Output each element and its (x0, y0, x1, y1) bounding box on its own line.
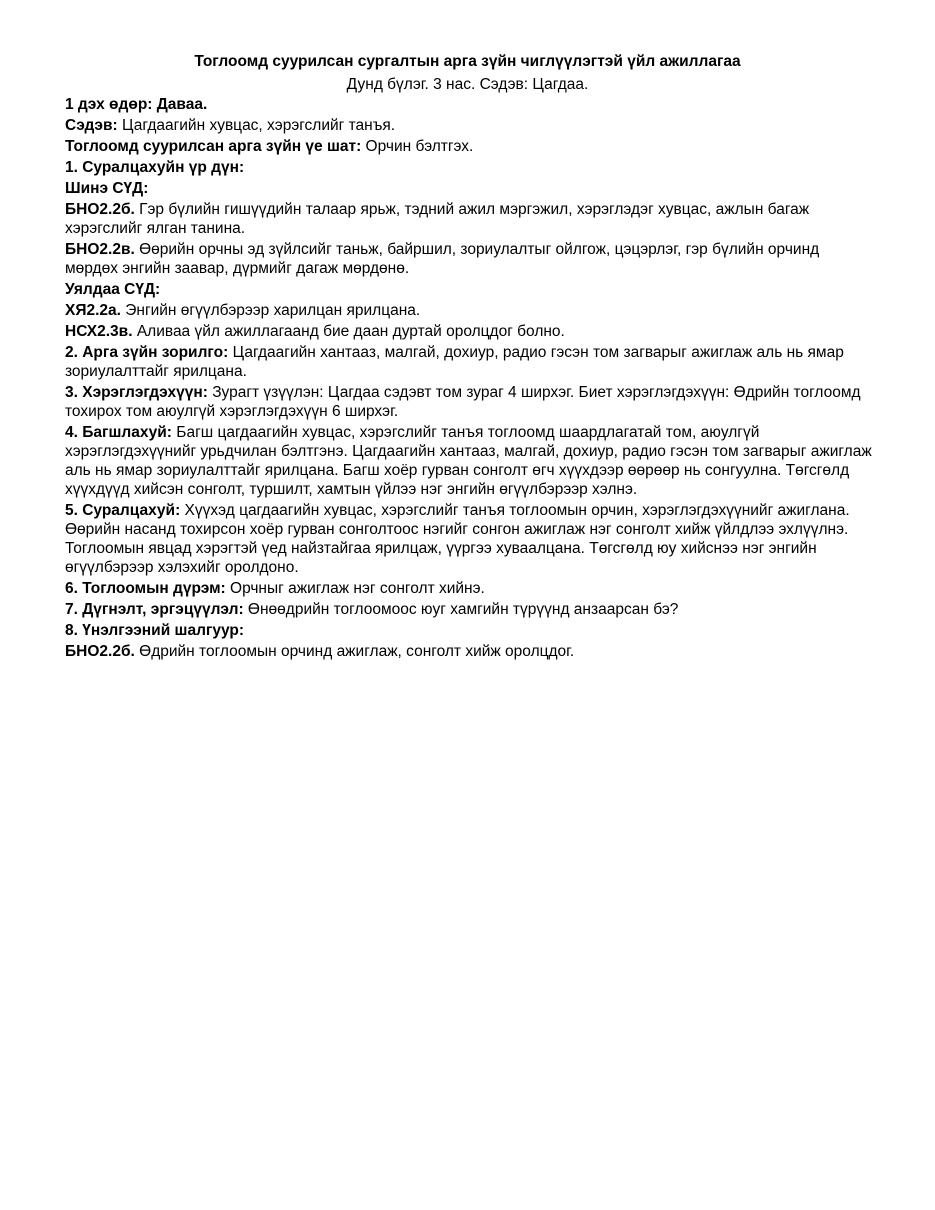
day-heading: 1 дэх өдөр: Даваа. (65, 96, 208, 113)
new-sud-heading: Шинэ СҮД: (65, 180, 149, 197)
topic-line (65, 116, 875, 135)
section-2 (65, 343, 875, 381)
stage-label: Тоглоомд суурилсан арга зүйн үе шат: (65, 138, 362, 155)
section-4-text: Багш цагдаагийн хувцас, хэрэгслийг танъя тоглоомд шаардлагатай том, аюулгүй хэрэглэгдэхүүнийг урьдчилан бэлтгэнэ. Цагдаагийн хантааз, малгай, дохиур, радио гэсэн том загварыг ажиглаж аль нь ямар зориулалттайг ярилцана. Багш хоёр гурван сонголт өгч хүүхдээр өөрөөр нь сонгуулна. Төгсгөлд хүүхдүүд хийсэн сонголт, туршилт, хамтын үйлээ нэг энгийн өгүүлбэрээр хэлнэ. (65, 424, 872, 498)
linked-sud-heading: Уялдаа СҮД: (65, 281, 161, 298)
outcome-code: НСХ2.3в. (65, 323, 133, 340)
section-4 (65, 423, 875, 499)
section-3-label: 3. Хэрэглэгдэхүүн: (65, 384, 208, 401)
section-6-label: 6. Тоглоомын дүрэм: (65, 580, 226, 597)
topic-value: Цагдаагийн хувцас, хэрэгслийг танъя. (117, 117, 396, 134)
outcome-bno-2-2v (65, 240, 875, 278)
document-title: Тоглоомд суурилсан сургалтын арга зүйн чиглүүлэгтэй үйл ажиллагаа (194, 53, 741, 70)
outcome-code: ХЯ2.2а. (65, 302, 121, 319)
evaluation-text: Өдрийн тоглоомын орчинд ажиглаж, сонголт хийж оролцдог. (134, 643, 575, 660)
section-7-label: 7. Дүгнэлт, эргэцүүлэл: (65, 601, 244, 618)
section-8-heading: 8. Үнэлгээний шалгуур: (65, 622, 245, 639)
outcome-text: Аливаа үйл ажиллагаанд бие даан дуртай оролцдог болно. (132, 323, 565, 340)
section-3-text: Зурагт үзүүлэн: Цагдаа сэдэвт том зураг 4 ширхэг. Биет хэрэглэгдэхүүн: Өдрийн тоглоомд тохирох том аюулгүй хэрэглэгдэхүүн 6 ширхэг. (65, 384, 861, 420)
outcome-text: Өөрийн орчны эд зүйлсийг таньж, байршил, зориулалтыг ойлгож, цэцэрлэг, гэр бүлийн орчинд мөрдөх энгийн заавар, дүрмийг дагаж мөрдөнө. (65, 241, 820, 277)
section-3 (65, 383, 875, 421)
stage-value: Орчин бэлтгэх. (361, 138, 474, 155)
document-subtitle: Дунд бүлэг. 3 нас. Сэдэв: Цагдаа. (346, 76, 589, 93)
section-5-text: Хүүхэд цагдаагийн хувцас, хэрэгслийг танъя тоглоомын орчин, хэрэглэгдэхүүнийг ажиглана. Өөрийн насанд тохирсон хоёр гурван сонголтоос нэгийг сонгон ажиглаж нэг сонголт хийж үйлдлээ эхлүүлнэ. Тоглоомын явцад хэрэгтэй үед найзтайгаа ярилцаж, үүргээ хуваалцана. Төгсгөлд юу хийснээ нэг энгийн өгүүлбэрээр хэлэхийг оролдоно. (65, 502, 850, 576)
outcome-nsx-2-3v (65, 322, 875, 341)
section-2-label: 2. Арга зүйн зорилго: (65, 344, 229, 361)
outcome-text: Гэр бүлийн гишүүдийн талаар ярьж, тэдний ажил мэргэжил, хэрэглэдэг хувцас, ажлын багаж хэрэгслийг ялган танина. (65, 201, 810, 237)
section-5-label: 5. Суралцахуй: (65, 502, 181, 519)
document-body (65, 95, 875, 663)
section-6 (65, 579, 875, 598)
section-7 (65, 600, 875, 619)
section-2-text: Цагдаагийн хантааз, малгай, дохиур, радио гэсэн том загварыг ажиглаж аль нь ямар зориулалттайг ярилцана. (65, 344, 844, 380)
outcome-bno-2-2b (65, 200, 875, 238)
section-7-text: Өнөөдрийн тоглоомоос юуг хамгийн түрүүнд анзаарсан бэ? (243, 601, 679, 618)
section-5 (65, 501, 875, 577)
evaluation-code: БНО2.2б. (65, 643, 135, 660)
section-4-label: 4. Багшлахуй: (65, 424, 172, 441)
outcome-code: БНО2.2б. (65, 201, 135, 218)
section-6-text: Орчныг ажиглаж нэг сонголт хийнэ. (225, 580, 485, 597)
outcome-text: Энгийн өгүүлбэрээр харилцан ярилцана. (120, 302, 421, 319)
outcome-code: БНО2.2в. (65, 241, 135, 258)
evaluation-criterion (65, 642, 875, 661)
topic-label: Сэдэв: (65, 117, 118, 134)
outcome-xya-2-2a (65, 301, 875, 320)
section-1-heading: 1. Суралцахуйн үр дүн: (65, 159, 245, 176)
stage-line (65, 137, 875, 156)
